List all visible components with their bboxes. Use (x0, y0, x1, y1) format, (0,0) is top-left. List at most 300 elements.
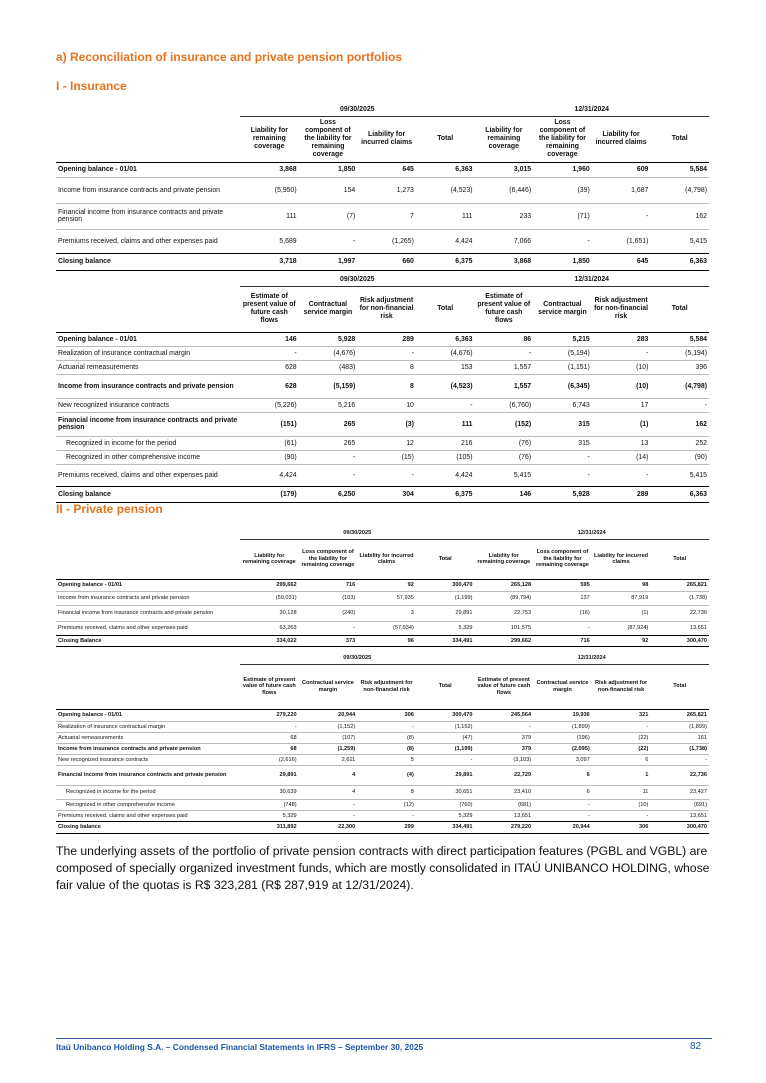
cell-value: 6 (533, 765, 592, 785)
row-label: Financial income from insurance contracts and private pension (56, 412, 240, 436)
cell-value: (3,103) (475, 754, 534, 765)
cell-value: 3,097 (533, 754, 592, 765)
cell-value: 86 (523, 335, 532, 343)
cell-value: (7) (299, 203, 358, 229)
cell-value: 87,919 (592, 591, 651, 605)
cell-value: 6,363 (689, 490, 707, 498)
cell-value: 6,375 (455, 258, 473, 265)
cell-value: (240) (299, 605, 358, 621)
cell-value: 5,216 (299, 398, 358, 412)
cell-value: - (299, 621, 358, 635)
col-header: Liability for remaining coverage (242, 552, 296, 565)
cell-value: 162 (650, 203, 709, 229)
insurance-coverage-table (56, 104, 709, 271)
cell-value: 111 (416, 203, 475, 229)
insurance-measurement-table (56, 274, 709, 503)
cell-value: 334,491 (452, 637, 473, 644)
cell-value: 98 (642, 582, 649, 588)
cell-value: 6 (533, 785, 592, 799)
row-label: Income from insurance contracts and private pension (56, 374, 240, 398)
cell-value: 306 (404, 712, 414, 718)
cell-value: 63,263 (240, 621, 299, 635)
col-header: Total (437, 305, 454, 313)
cell-value: 6,363 (455, 166, 473, 173)
cell-value: 11 (592, 785, 651, 799)
cell-value: 373 (345, 637, 356, 644)
cell-value: (4,523) (416, 177, 475, 203)
cell-value: (6,446) (475, 177, 534, 203)
cell-value: 306 (639, 824, 649, 830)
row-label: Realization of insurance contractual margin (56, 346, 240, 360)
cell-value: (10) (592, 799, 651, 810)
cell-value: - (299, 229, 358, 253)
row-label: Closing balance (58, 258, 111, 265)
cell-value: (22) (592, 743, 651, 754)
table-row (56, 398, 709, 412)
date-header-prior: 12/31/2024 (475, 653, 710, 664)
cell-value: (196) (533, 732, 592, 743)
cell-value: (1,738) (650, 591, 709, 605)
row-label: Opening balance - 01/01 (58, 166, 137, 173)
cell-value: 13,651 (475, 810, 534, 821)
row-label: Premiums received, claims and other expenses paid (56, 464, 240, 486)
cell-value: 1,557 (475, 360, 534, 374)
cell-value: 29,891 (416, 605, 475, 621)
cell-value: - (299, 810, 358, 821)
cell-value: 216 (416, 436, 475, 450)
cell-value: (179) (280, 490, 297, 498)
cell-value: - (533, 799, 592, 810)
col-header: Total (671, 135, 688, 143)
cell-value: 609 (636, 166, 649, 173)
cell-value: 233 (475, 203, 534, 229)
row-label: Closing balance (58, 824, 101, 830)
cell-value: 315 (533, 412, 592, 436)
cell-value: 96 (407, 637, 414, 644)
cell-value: (681) (475, 799, 534, 810)
cell-value: 279,220 (276, 712, 297, 718)
cell-value: 300,470 (452, 712, 473, 718)
cell-value: (14) (592, 450, 651, 464)
cell-value: (1,738) (650, 743, 709, 754)
cell-value: 265,128 (510, 582, 532, 588)
cell-value: (22) (592, 732, 651, 743)
row-label: Premiums received, claims and other expenses paid (56, 229, 240, 253)
cell-value: 4,424 (416, 464, 475, 486)
cell-value: (2,616) (240, 754, 299, 765)
cell-value: 5,329 (416, 621, 475, 635)
cell-value: (59,031) (240, 591, 299, 605)
cell-value: 289 (402, 335, 414, 343)
cell-value: 22,736 (650, 765, 709, 785)
cell-value: (5,194) (650, 346, 709, 360)
cell-value: 6 (592, 754, 651, 765)
cell-value: (15) (357, 450, 416, 464)
cell-value: 19,936 (572, 712, 590, 718)
cell-value: 8 (357, 374, 416, 398)
table-row (56, 821, 709, 833)
date-header-prior: 12/31/2024 (475, 104, 710, 116)
date-header-prior: 12/31/2024 (475, 274, 710, 286)
cell-value: 5,584 (689, 166, 707, 173)
cell-value: (61) (240, 436, 299, 450)
table-row (56, 346, 709, 360)
cell-value: (90) (650, 450, 709, 464)
cell-value: 57,935 (357, 591, 416, 605)
cell-value: 6,743 (533, 398, 592, 412)
row-label: Recognized in other comprehensive income (56, 450, 240, 464)
cell-value: (1,199) (416, 591, 475, 605)
cell-value: 379 (475, 732, 534, 743)
table-row (56, 436, 709, 450)
row-label: Recognized in income for the period (56, 785, 240, 799)
cell-value: 111 (416, 412, 475, 436)
cell-value: - (592, 346, 651, 360)
cell-value: 283 (636, 335, 649, 343)
table-row (56, 332, 709, 346)
col-header: Liability for incurred claims (359, 552, 414, 565)
cell-value: 10 (357, 398, 416, 412)
date-header-current: 09/30/2025 (240, 653, 475, 664)
cell-value: 162 (650, 412, 709, 436)
col-header: Contractual service margin (538, 301, 587, 316)
cell-value: 22,736 (650, 605, 709, 621)
table-row (56, 464, 709, 486)
cell-value: - (592, 203, 651, 229)
cell-value: - (533, 621, 592, 635)
cell-value: (2,095) (533, 743, 592, 754)
cell-value: - (650, 754, 709, 765)
cell-value: (76) (475, 450, 534, 464)
table-row (56, 732, 709, 743)
cell-value: - (416, 398, 475, 412)
cell-value: 1 (592, 765, 651, 785)
cell-value: 146 (519, 490, 532, 498)
cell-value: (5,950) (240, 177, 299, 203)
table-row (56, 743, 709, 754)
col-header: Loss component of the liability for remaining coverage (536, 549, 589, 569)
col-header: Contractual service margin (301, 680, 354, 693)
cell-value: 289 (636, 490, 649, 498)
table-row (56, 412, 709, 436)
cell-value: 13,651 (650, 810, 709, 821)
cell-value: 5,415 (650, 464, 709, 486)
row-label: Closing Balance (58, 637, 102, 644)
cell-value: 13 (592, 436, 651, 450)
cell-value: (151) (240, 412, 299, 436)
col-header: Risk adjustment for non-financial risk (594, 297, 649, 320)
cell-value: (691) (650, 799, 709, 810)
cell-value: (89,794) (475, 591, 534, 605)
col-header: Loss component of the liability for remaining coverage (301, 549, 355, 569)
footer-text: Itaú Unibanco Holding S.A. – Condensed Financial Statements in IFRS – September 30, 2025 (56, 1042, 424, 1052)
table-row (56, 486, 709, 502)
cell-value: 101,575 (475, 621, 534, 635)
cell-value: 3,868 (279, 166, 297, 173)
cell-value: 595 (580, 582, 590, 588)
row-label: Premiums received, claims and other expenses paid (56, 810, 240, 821)
cell-value: (760) (416, 799, 475, 810)
col-header: Liability for incurred claims (361, 131, 413, 146)
cell-value: 68 (240, 743, 299, 754)
table-row (56, 374, 709, 398)
cell-value: (57,934) (357, 621, 416, 635)
row-label: Financial income from insurance contracts and private pension (56, 765, 240, 785)
cell-value: 1,557 (475, 374, 534, 398)
cell-value: (1,152) (299, 721, 358, 732)
cell-value: 161 (650, 732, 709, 743)
cell-value: 299,662 (276, 582, 297, 588)
cell-value: 1,850 (572, 258, 590, 265)
cell-value: 8 (357, 360, 416, 374)
pension-coverage-table (56, 528, 709, 647)
cell-value: (6,345) (533, 374, 592, 398)
cell-value: - (650, 398, 709, 412)
cell-value: (1,199) (416, 743, 475, 754)
cell-value: 5,415 (475, 464, 534, 486)
col-header: Risk adjustment for non-financial risk (359, 297, 414, 320)
cell-value: 265,821 (686, 712, 707, 718)
cell-value: 5,928 (572, 490, 590, 498)
cell-value: 1,997 (338, 258, 356, 265)
col-header: Estimate of present value of future cash flows (477, 676, 531, 696)
cell-value: (4) (357, 765, 416, 785)
cell-value: 334,491 (452, 824, 473, 830)
cell-value: (76) (475, 436, 534, 450)
cell-value: 1,850 (338, 166, 356, 173)
row-label: New recognized insurance contracts (56, 754, 240, 765)
cell-value: - (357, 464, 416, 486)
cell-value: (107) (299, 732, 358, 743)
cell-value: 111 (240, 203, 299, 229)
col-header: Liability for incurred claims (595, 131, 647, 146)
cell-value: 300,470 (686, 637, 707, 644)
cell-value: 304 (402, 490, 414, 498)
cell-value: (6,760) (475, 398, 534, 412)
cell-value: - (592, 810, 651, 821)
col-header: Total (673, 555, 687, 562)
cell-value: 396 (650, 360, 709, 374)
cell-value: - (357, 721, 416, 732)
cell-value: 30,639 (240, 785, 299, 799)
cell-value: 6,363 (689, 258, 707, 265)
cell-value: - (592, 721, 651, 732)
cell-value: 299,662 (510, 637, 532, 644)
cell-value: 5,415 (650, 229, 709, 253)
col-header: Risk adjustment for non-financial risk (594, 680, 648, 693)
table-row (56, 162, 709, 177)
cell-value: 5,689 (240, 229, 299, 253)
col-header: Total (438, 555, 452, 562)
cell-value: 7,066 (475, 229, 534, 253)
cell-value: 265 (299, 436, 358, 450)
cell-value: 4,424 (416, 229, 475, 253)
cell-value: (748) (240, 799, 299, 810)
cell-value: 300,470 (686, 824, 707, 830)
row-label: Opening balance - 01/01 (58, 712, 123, 718)
cell-value: - (357, 810, 416, 821)
cell-value: 5,584 (689, 335, 707, 343)
col-header: Liability for remaining coverage (477, 552, 531, 565)
cell-value: (105) (416, 450, 475, 464)
cell-value: 22,753 (475, 605, 534, 621)
cell-value: - (299, 464, 358, 486)
cell-value: 265,821 (686, 582, 707, 588)
cell-value: 153 (416, 360, 475, 374)
cell-value: 379 (475, 743, 534, 754)
row-label: Income from insurance contracts and private pension (56, 591, 240, 605)
cell-value: 334,022 (276, 637, 297, 644)
row-label: Financial income from insurance contracts and private pension (56, 203, 240, 229)
row-label: Opening balance - 01/01 (58, 582, 123, 588)
table-row (56, 177, 709, 203)
col-header: Risk adjustment for non-financial risk (360, 680, 413, 693)
cell-value: 13,651 (650, 621, 709, 635)
cell-value: 1,273 (357, 177, 416, 203)
table-row (56, 203, 709, 229)
cell-value: (16) (533, 605, 592, 621)
cell-value: - (299, 450, 358, 464)
cell-value: 23,410 (475, 785, 534, 799)
cell-value: (71) (533, 203, 592, 229)
table-row (56, 635, 709, 646)
cell-value: - (533, 229, 592, 253)
cell-value: - (533, 810, 592, 821)
cell-value: (39) (533, 177, 592, 203)
cell-value: (1,899) (533, 721, 592, 732)
cell-value: (4,523) (416, 374, 475, 398)
cell-value: (1,265) (357, 229, 416, 253)
col-header: Total (437, 135, 454, 143)
cell-value: (1) (592, 412, 651, 436)
cell-value: - (240, 346, 299, 360)
cell-value: (103) (299, 591, 358, 605)
row-label: Closing balance (58, 490, 111, 498)
cell-value: 1,687 (592, 177, 651, 203)
table-row (56, 229, 709, 253)
cell-value: 137 (533, 591, 592, 605)
cell-value: 30,128 (240, 605, 299, 621)
table-row (56, 621, 709, 635)
col-header: Total (673, 683, 687, 690)
col-header: Liability for remaining coverage (485, 127, 523, 150)
cell-value: 300,470 (452, 582, 473, 588)
cell-value: (8) (357, 732, 416, 743)
cell-value: (1) (592, 605, 651, 621)
row-label: Opening balance - 01/01 (58, 335, 137, 343)
page-number: 82 (690, 1041, 702, 1052)
cell-value: (47) (416, 732, 475, 743)
cell-value: - (475, 721, 534, 732)
cell-value: 5,928 (338, 335, 356, 343)
table-row (56, 450, 709, 464)
row-label: Realization of insurance contractual margin (56, 721, 240, 732)
cell-value: 30,651 (416, 785, 475, 799)
cell-value: (12) (357, 799, 416, 810)
row-label: New recognized insurance contracts (56, 398, 240, 412)
cell-value: (90) (240, 450, 299, 464)
cell-value: 716 (580, 637, 590, 644)
cell-value: (1,151) (533, 360, 592, 374)
pension-heading: II - Private pension (56, 502, 163, 516)
cell-value: 4,424 (240, 464, 299, 486)
cell-value: 3,868 (513, 258, 532, 265)
cell-value: (8) (357, 743, 416, 754)
cell-value: 311,892 (276, 824, 297, 830)
table-row (56, 721, 709, 732)
cell-value: 628 (240, 374, 299, 398)
insurance-heading: I - Insurance (56, 79, 127, 93)
cell-value: (5,226) (240, 398, 299, 412)
cell-value: - (357, 346, 416, 360)
table-row (56, 754, 709, 765)
col-header: Loss component of the liability for remaining coverage (538, 119, 586, 158)
row-label: Actuarial remeasurements (56, 732, 240, 743)
row-label: Premiums received, claims and other expenses paid (56, 621, 240, 635)
col-header: Contractual service margin (536, 680, 589, 693)
table-row (56, 579, 709, 591)
cell-value: 5,329 (240, 810, 299, 821)
cell-value: - (592, 464, 651, 486)
row-label: Actuarial remeasurements (56, 360, 240, 374)
cell-value: 660 (402, 258, 414, 265)
cell-value: (4,798) (650, 374, 709, 398)
date-header-current: 09/30/2025 (240, 104, 475, 116)
row-label: Income from insurance contracts and private pension (56, 743, 240, 754)
cell-value: (3) (357, 412, 416, 436)
cell-value: 265 (299, 412, 358, 436)
cell-value: 5,329 (416, 810, 475, 821)
cell-value: 154 (299, 177, 358, 203)
cell-value: - (416, 754, 475, 765)
col-header: Estimate of present value of future cash flows (242, 676, 296, 696)
cell-value: (4,798) (650, 177, 709, 203)
cell-value: 20,944 (572, 824, 590, 830)
cell-value: 315 (533, 436, 592, 450)
cell-value: 279,220 (510, 824, 532, 830)
cell-value: 6,250 (338, 490, 356, 498)
cell-value: 92 (642, 637, 649, 644)
col-header: Estimate of present value of future cash flows (242, 293, 296, 324)
cell-value: 2,611 (299, 754, 358, 765)
cell-value: 245,564 (510, 712, 532, 718)
cell-value: (87,924) (592, 621, 651, 635)
cell-value: 3,015 (513, 166, 532, 173)
cell-value: 645 (636, 258, 649, 265)
cell-value: 4 (299, 785, 358, 799)
row-label: Recognized in other comprehensive income (56, 799, 240, 810)
cell-value: 321 (639, 712, 649, 718)
col-header: Liability for incurred claims (594, 552, 649, 565)
cell-value: (152) (475, 412, 534, 436)
date-header-current: 09/30/2025 (240, 528, 475, 539)
cell-value: (1,152) (416, 721, 475, 732)
table-row (56, 785, 709, 799)
col-header: Estimate of present value of future cash flows (477, 293, 531, 324)
row-label: Financial income from insurance contracts and private pension (56, 605, 240, 621)
cell-value: 6,375 (455, 490, 473, 498)
cell-value: 628 (240, 360, 299, 374)
cell-value: 20,944 (338, 712, 356, 718)
cell-value: 29,891 (416, 765, 475, 785)
cell-value: (5,194) (533, 346, 592, 360)
cell-value: (10) (592, 374, 651, 398)
footer-rule (56, 1038, 712, 1039)
cell-value: - (240, 721, 299, 732)
table-row (56, 591, 709, 605)
cell-value: 146 (285, 335, 297, 343)
col-header: Liability for remaining coverage (250, 127, 288, 150)
